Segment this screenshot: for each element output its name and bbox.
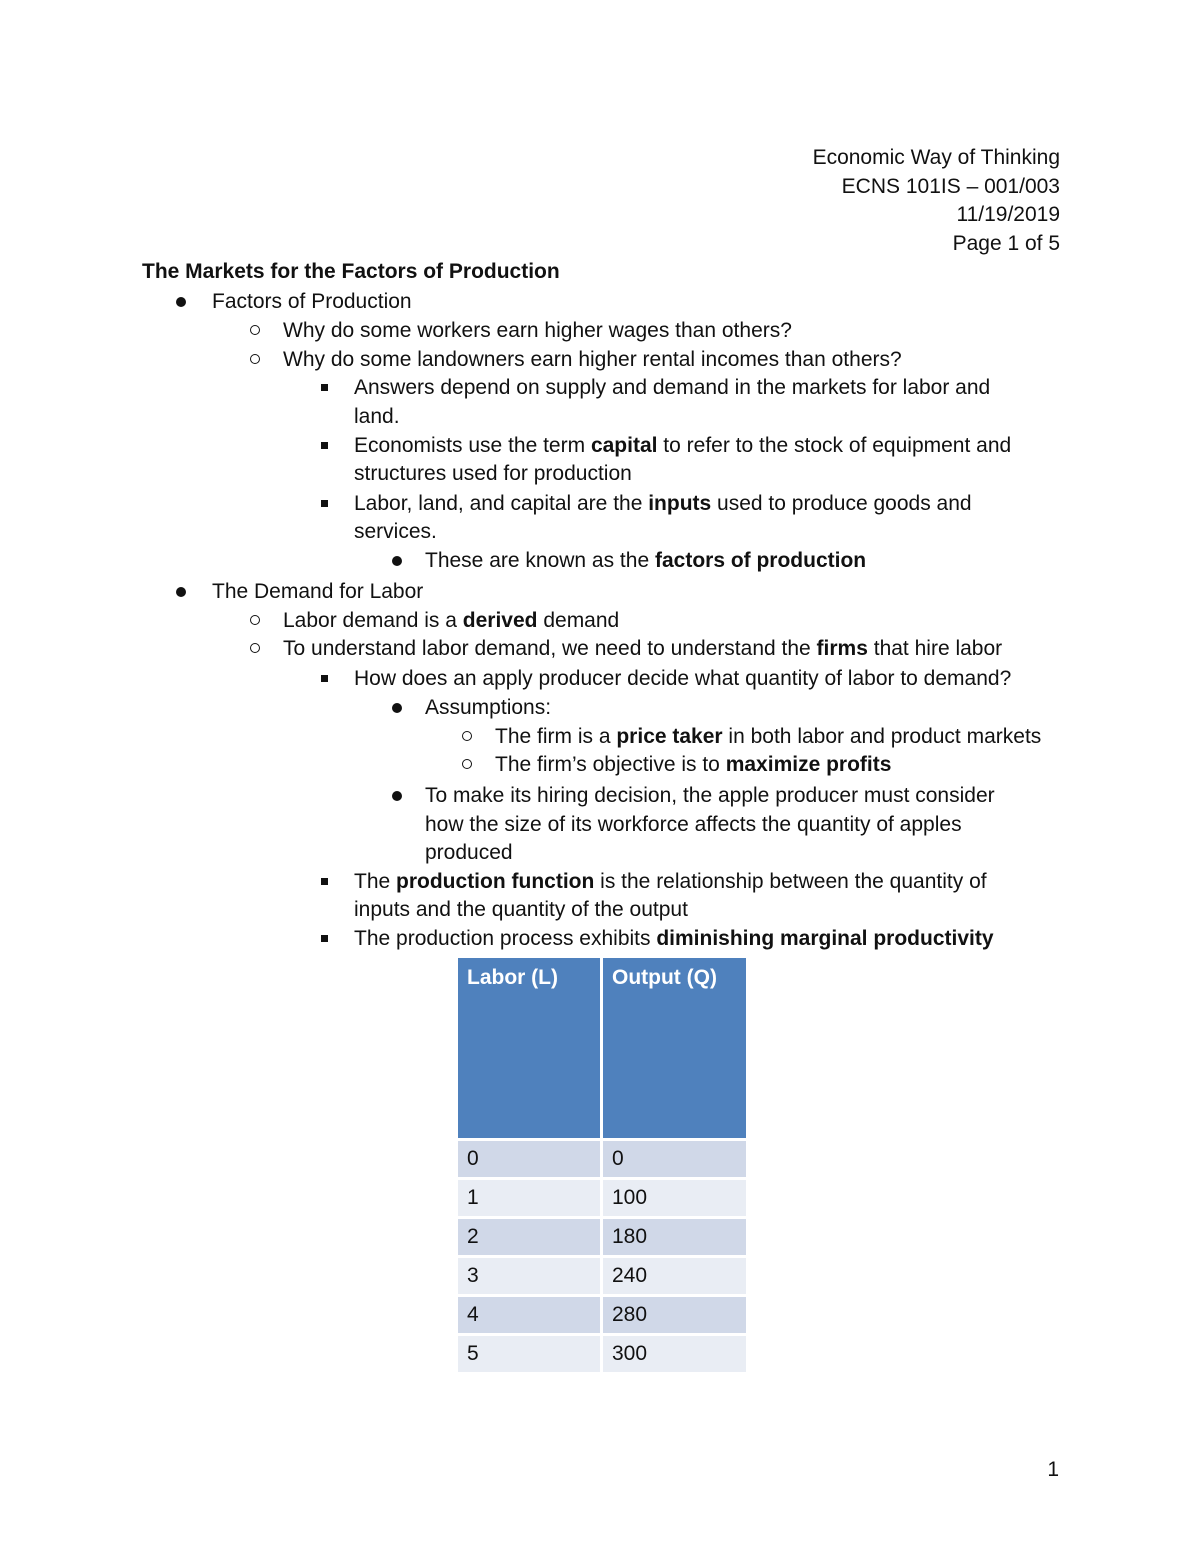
- list-item: Economists use the term capital to refer to the stock of equipment and: [354, 432, 1011, 460]
- list-item-continuation: produced: [425, 841, 513, 864]
- list-item: How does an apply producer decide what quantity of labor to demand?: [354, 665, 1011, 693]
- table-cell: 5: [458, 1335, 602, 1374]
- table-cell: 180: [602, 1218, 747, 1257]
- bullet-square-icon: [321, 675, 328, 682]
- table-row: [458, 1335, 746, 1374]
- list-item: To make its hiring decision, the apple producer must consider: [425, 782, 995, 810]
- bullet-circle-icon: [250, 354, 260, 364]
- table-row: [458, 1218, 746, 1257]
- bullet-dot-icon: [392, 791, 402, 801]
- list-item: The firm’s objective is to maximize profits: [495, 751, 891, 779]
- bullet-circle-icon: [462, 731, 472, 741]
- bullet-dot-icon: [392, 556, 402, 566]
- table-header-row: [458, 958, 746, 1140]
- table-cell: 0: [458, 1140, 602, 1179]
- bullet-dot-icon: [176, 297, 186, 307]
- page-number: 1: [1047, 1458, 1059, 1481]
- list-item: These are known as the factors of production: [425, 547, 866, 575]
- table-cell: 1: [458, 1179, 602, 1218]
- list-item: Factors of Production: [212, 288, 412, 316]
- list-item-continuation: how the size of its workforce affects the quantity of apples: [425, 813, 962, 836]
- bullet-dot-icon: [392, 703, 402, 713]
- production-table: [458, 958, 746, 1375]
- document-header: [813, 144, 1060, 258]
- list-item: Labor demand is a derived demand: [283, 607, 619, 635]
- bullet-square-icon: [321, 442, 328, 449]
- bullet-dot-icon: [176, 587, 186, 597]
- list-item: The production process exhibits diminishing marginal productivity: [354, 925, 994, 953]
- list-item: The firm is a price taker in both labor and product markets: [495, 723, 1041, 751]
- table-cell: 100: [602, 1179, 747, 1218]
- list-item: Labor, land, and capital are the inputs used to produce goods and: [354, 490, 972, 518]
- table-cell: 0: [602, 1140, 747, 1179]
- list-item: Why do some workers earn higher wages than others?: [283, 317, 792, 345]
- table-cell: 280: [602, 1296, 747, 1335]
- table-cell: 3: [458, 1257, 602, 1296]
- bullet-square-icon: [321, 384, 328, 391]
- document-title: The Markets for the Factors of Production: [142, 260, 560, 283]
- table-cell: 4: [458, 1296, 602, 1335]
- page-indicator: Page 1 of 5: [952, 231, 1060, 255]
- table-cell: 300: [602, 1335, 747, 1374]
- list-item: Answers depend on supply and demand in the markets for labor and: [354, 374, 990, 402]
- bullet-circle-icon: [250, 325, 260, 335]
- list-item-continuation: services.: [354, 520, 437, 543]
- list-item-continuation: structures used for production: [354, 462, 632, 485]
- list-item: The Demand for Labor: [212, 578, 423, 606]
- table-row: [458, 1140, 746, 1179]
- list-item-continuation: land.: [354, 405, 400, 428]
- list-item: The production function is the relationship between the quantity of: [354, 868, 987, 896]
- table-cell: 2: [458, 1218, 602, 1257]
- bullet-square-icon: [321, 878, 328, 885]
- bullet-square-icon: [321, 935, 328, 942]
- list-item: Assumptions:: [425, 694, 551, 722]
- table-row: [458, 1179, 746, 1218]
- course-name: Economic Way of Thinking: [812, 146, 1060, 169]
- table-row: [458, 1257, 746, 1296]
- bullet-square-icon: [321, 500, 328, 507]
- table-header-labor: Labor (L): [458, 958, 602, 1140]
- list-item: Why do some landowners earn higher rental incomes than others?: [283, 346, 902, 374]
- bullet-circle-icon: [462, 759, 472, 769]
- list-item: To understand labor demand, we need to understand the firms that hire labor: [283, 635, 1002, 663]
- list-item-continuation: inputs and the quantity of the output: [354, 898, 688, 921]
- bullet-circle-icon: [250, 643, 260, 653]
- table-cell: 240: [602, 1257, 747, 1296]
- bullet-circle-icon: [250, 615, 260, 625]
- table-header-output: Output (Q): [602, 958, 747, 1140]
- course-section: ECNS 101IS – 001/003: [841, 174, 1060, 198]
- table-row: [458, 1296, 746, 1335]
- document-date: 11/19/2019: [956, 203, 1060, 226]
